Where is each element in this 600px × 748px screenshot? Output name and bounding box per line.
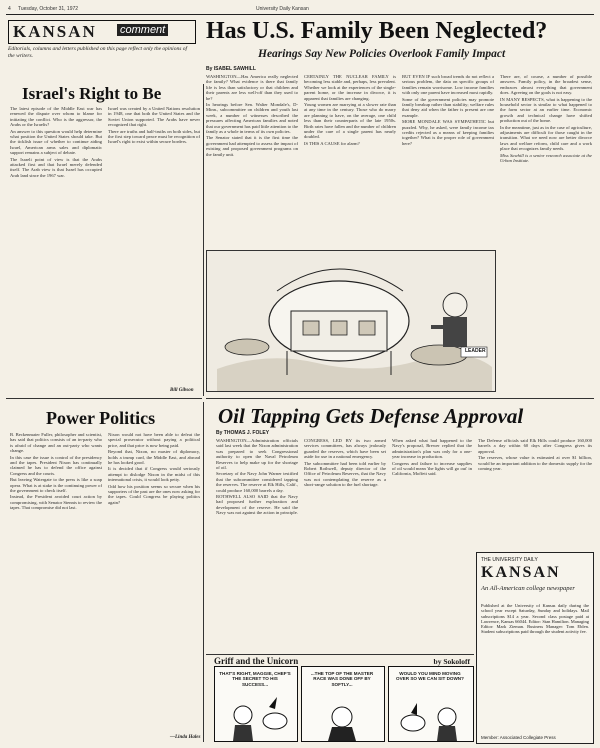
- power-headline: Power Politics: [46, 408, 156, 428]
- masthead-name: KANSAN: [13, 22, 97, 41]
- oil-paragraph: The reserves, whose value is estimated at over $1 billion, would be an important addition to the domestic supply for the coming year.: [478, 455, 592, 472]
- panel-2-speech: ...THE TOP OF THE MASTER RACE WAS DONE OFF BY SOFTLY...: [310, 671, 374, 687]
- lead-paragraph: Miss Sawhill is a senior research associate at the Urban Institute.: [500, 152, 592, 164]
- column-divider: [203, 84, 204, 396]
- oil-column-3: [392, 438, 472, 652]
- lead-paragraph: In hearings before Sen. Walter Mondale's, D-Minn., subcommittee on children and youth last week, a number of witnesses described the pressures affecting American families and noted that our government has paid little attention to the family as a whole in terms of its own policies.: [206, 102, 298, 135]
- power-column-2: [108, 432, 200, 732]
- israel-paragraph: The Israeli point of view is that the Arabs attacked first and that Israel merely defended itself. The Arab view is that Israel has occupied Arab land since the 1967 war.: [10, 156, 102, 178]
- oil-paragraph: CONGRESS, LED BY its two armed services committees, has always jealously guarded the reserves, which have been set aside for use in a national emergency.: [304, 438, 386, 460]
- comic-title: Griff and the Unicorn: [214, 656, 299, 666]
- power-paragraph: But leaving Watergate to the press is like a soap opera. What is at stake is the continuing power of the government to check itself.: [10, 477, 102, 494]
- lead-headline: Has U.S. Family Been Neglected?: [206, 18, 548, 44]
- oil-column-1: [216, 438, 298, 652]
- power-paragraph: Nixon would not have been able to defeat the special prosecutor without paying a political price, and that price is now being paid.: [108, 432, 200, 448]
- power-paragraph: It is decided that if Congress would seriously attempt to dislodge Nixon in the midst of this international crisis, it would look petty.: [108, 466, 200, 483]
- oil-paragraph: WASHINGTON—Administration officials said last week that the Nixon administration was prepared to seek Congressional authority to open the Naval Petroleum Reserves to help make up for the shortage of oil.: [216, 438, 298, 471]
- lead-paragraph: WASHINGTON—Has America really neglected the family? What evidence is there that family life is less than satisfactory or that children and their parents are less well-off than they used to be?: [206, 74, 298, 101]
- lead-column-3: [402, 74, 494, 246]
- promo-tagline: An All-American college newspaper: [481, 585, 575, 592]
- comic-panel-1: [214, 666, 298, 742]
- newspaper-page: [6, 4, 594, 744]
- power-paragraph: B. Beckenmaier Fuller, philosopher and scientist, has said that politics consists of an in-party who is afraid of change and an out-party who wants change.: [10, 432, 102, 454]
- panel-1-drawing: [215, 667, 297, 741]
- lead-paragraph: IS THIS A CAUSE for alarm?: [304, 140, 360, 146]
- lead-subhead: Hearings Say New Policies Overlook Family Impact: [258, 48, 506, 60]
- lead-column-4: [500, 74, 592, 394]
- editorial-cartoon: [206, 250, 496, 392]
- comment-masthead: [6, 16, 196, 80]
- oil-byline: By THOMAS J. FOLEY: [216, 430, 270, 436]
- israel-headline: Israel's Right to Be: [22, 84, 162, 103]
- israel-paragraph: The latest episode of the Middle East war has renewed the dispute over whom to blame for initiating the conflict. Who is the aggressor, the Arabs or the Israelis?: [10, 106, 102, 128]
- page-meta: [6, 4, 594, 14]
- promo-footer: Member: Associated Collegiate Press: [481, 735, 556, 740]
- lead-paragraph: In the meantime, just as in the case of agriculture, adjustments are difficult for those caught in the transition. What we need now are better divorce laws and welfare reform, child care and a work place that recognizes family needs.: [500, 124, 592, 152]
- lead-paragraph: The Senator stated that it is the first time the government had attempted to assess the impact of existing and proposed government programs on the family unit.: [206, 135, 298, 157]
- israel-paragraph: There are truths and half-truths on both sides, but the first step toward peace must be recognition of Israel's right to exist within secure borders.: [108, 128, 200, 145]
- comic-panel-2: [301, 666, 385, 742]
- power-signature: —Linda Hales: [170, 735, 201, 740]
- lead-paragraph: Young women are marrying at a slower rate than at any time in the century. Those who do marry are planning to have, on the average, one child less than their counterparts of the late 1950s. Birth rates have fallen and the number of children under the care of a single parent has nearly doubled.: [304, 102, 396, 140]
- top-rule: [6, 14, 594, 15]
- oil-paragraph: The subcommittee had been told earlier by Robert Rothwell, deputy director of the Office of Petroleum Reserves, that the Navy was not contemplating the reserve as a short-range solution to the fuel shortage.: [304, 460, 386, 488]
- israel-signature: Bill Gibson: [170, 388, 194, 393]
- lead-byline: By ISABEL SAWHILL: [206, 66, 256, 72]
- israel-paragraph: An answer to this question would help determine what position the United States should take. But the ticklish issue of whether to continue aiding Israel, American arms sales and diplomatic support remains a subject of debate.: [10, 128, 102, 156]
- issue-date: Tuesday, October 31, 1972: [18, 6, 79, 12]
- oil-paragraph: The Defense officials said Elk Hills could produce 160,000 barrels a day within 60 days after Congress gives its approval.: [478, 438, 592, 454]
- kansan-promo-box: [476, 552, 594, 744]
- power-paragraph: Odd how his position seems so secure when his supporters of the past are the ones now asking for the tapes. Could Congress be playing politics again?: [108, 483, 200, 505]
- comic-panel-3: [388, 666, 474, 742]
- lead-paragraph: IN MANY RESPECTS, what is happening to the household sector is similar to what happened to the farm sector at an earlier time. Economic growth and technical change have shifted production out of the home.: [500, 96, 592, 124]
- panel-3-drawing: [389, 667, 473, 741]
- masthead-section: comment: [117, 24, 168, 36]
- lead-paragraph: There are, of course, a number of possible answers. Family policy, in the broadest sense, embraces almost everything that government does. Agreeing on the goals is not easy.: [500, 74, 592, 96]
- promo-name: KANSAN: [481, 564, 561, 581]
- column-divider: [203, 402, 204, 742]
- oil-headline: Oil Tapping Gets Defense Approval: [218, 404, 524, 428]
- oil-column-2: [304, 438, 386, 652]
- section-divider: [206, 398, 594, 399]
- panel-3-speech: WOULD YOU MIND MOVING OVER SO WE CAN SIT DOWN?: [396, 671, 464, 682]
- section-divider: [6, 398, 202, 399]
- family-cartoon-drawing: [207, 251, 495, 391]
- comic-strip: [214, 656, 472, 742]
- comic-divider: [206, 654, 474, 655]
- israel-column-2: [108, 106, 200, 386]
- lead-paragraph: Some of the government policies may promote family breakup rather than stability; welfare rules that deny aid when the father is present are one example.: [402, 96, 494, 118]
- lead-paragraph: MORE MONDALE WAS SYMPATHETIC but puzzled. Why, he asked, were family income tax credits rejected as a means of keeping families together? What is the proper role of government here?: [402, 119, 494, 146]
- cartoon-caption: LEADER: [465, 348, 486, 354]
- lead-paragraph: BUT EVEN IF such broad trends do not reflect a serious problem, the data on specific groups of families remain worrisome. Low income families with only one parent have increased most rapidly.: [402, 74, 494, 96]
- power-column-1: [10, 432, 102, 742]
- power-paragraph: Beyond that, Nixon, no master of diplomacy, holds a trump card, the Middle East, and abroad he has looked good.: [108, 449, 200, 466]
- lead-column-2: [304, 74, 396, 246]
- promo-top-label: THE UNIVERSITY DAILY: [481, 557, 538, 563]
- promo-body: Published at the University of Kansas daily during the school year except Saturday, Sunday and holidays. Mail subscriptions $14 a year. Second class postage paid at Lawrence, Kansas 66044. Editor: Stan Hamilton. Managing Editor: Mark Zieman. Business Manager: Tom Eblen. Student subscriptions paid through the student activity fee.: [481, 603, 589, 635]
- oil-paragraph: When asked what had happened to the Navy's proposal, Brewer replied that the administration's plan was only for a one-year increase in production.: [392, 438, 472, 460]
- panel-2-drawing: [302, 667, 384, 741]
- israel-column-1: [10, 106, 102, 396]
- panel-1-speech: THAT'S RIGHT, MAGGIE, CHEF'S THE SECRET TO HIS SUCCESS...: [219, 671, 291, 687]
- power-paragraph: In this case the issue is control of the presidency and the tapes. President Nixon has continually claimed he has to defend the office against Congress and the courts.: [10, 454, 102, 476]
- lead-column-1: [206, 74, 298, 246]
- lead-paragraph: CERTAINLY THE NUCLEAR FAMILY is becoming less stable and, perhaps, less prevalent. Whether we look at the experiences of the single-parent home, or the increase in divorce, it is apparent that families are changing.: [304, 74, 396, 101]
- comic-credit: by Sokoloff: [433, 657, 470, 666]
- israel-paragraph: Israel was created by a United Nations resolution in 1948, one that both the United States and the Soviet Union supported. The Arabs have never recognized that right.: [108, 106, 200, 128]
- power-paragraph: Instead, the President avoided court action by compromising, with Senator Stennis to review the tapes. That compromise did not last.: [10, 494, 102, 511]
- publication-name: University Daily Kansan: [256, 6, 309, 12]
- oil-paragraph: Congress and failure to increase supplies of oil would mean 'the lights will go out' in California, Moffett said.: [392, 460, 472, 477]
- masthead-box: [8, 20, 196, 44]
- masthead-note: Editorials, columns and letters published on this page reflect only the opinions of the writers.: [8, 46, 187, 59]
- oil-paragraph: ROTHWELL ALSO SAID that the Navy had proposed further exploration and development of the reserve. He said the Navy was not against the action in principle.: [216, 494, 298, 516]
- oil-column-4: [478, 438, 592, 548]
- oil-paragraph: Secretary of the Navy John Warner testified that the subcommittee considered tapping the reserves. The reserve at Elk Hills, Calif., could produce 160,000 barrels a day.: [216, 471, 298, 493]
- page-number: 4: [8, 6, 11, 12]
